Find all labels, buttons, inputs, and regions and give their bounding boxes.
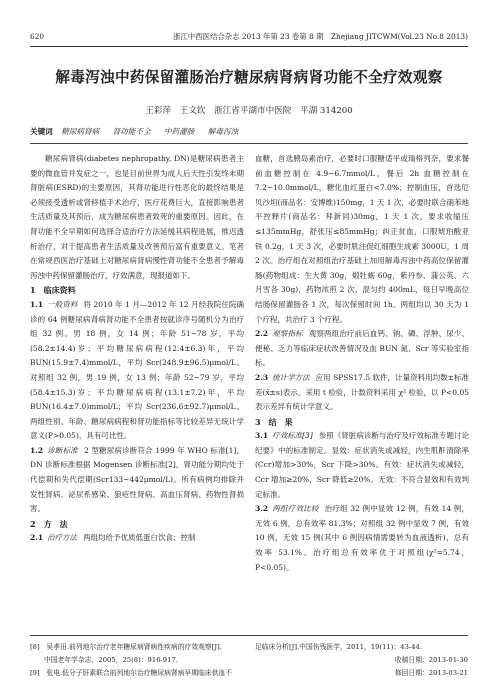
running-header [30, 30, 468, 44]
subsection-text: 治疗组 32 例中显效 12 例，有效 14 例，无效 6 例，总有效率 81.3%；对照组 32 例中显效 7 例，有效 10 例，无效 15 例(其中 6 例因病情需要转为血液透析)，总有效率 53.1%。治疗组总有效率优于对照组(χ²=5.74，P<0.05)。 [255, 504, 470, 572]
journal-info: 浙江中西医结合杂志 2013 年第 23 卷第 8 期 Zhejiang JITCWM(Vol.23 No.8 2013) [172, 32, 468, 41]
body-paragraph: 糖尿病肾病(diabetes nephropathy, DN)是糖尿病患者主要的微血管并发症之一，也是目前世界为成人后天性引发终末期肾脏病(ESRD)的主要原因，其肾功能进行性恶化的最终结果是必须接受透析或肾移植手术治疗，医疗花费巨大，直接影响患者生活质量及其预后，成为糖尿病患者致死的重要原因。因此，在肾功能不全早期如何选择合适治疗方法延缓其病程进展，推迟透析治疗，对于提高患者生活质量及改善预后富有重要意义。笔者在常规西医治疗基础上对糖尿病肾病慢性肾功能不全患者予解毒泻浊中药保留灌肠治疗，疗效满意，现报道如下。 [30, 154, 244, 280]
subsection-paragraph [255, 371, 469, 415]
article-title: 解毒泻浊中药保留灌肠治疗糖尿病肾病肾功能不全疗效观察 [55, 69, 443, 86]
received-date: 收稿日期：2013-01-30 [394, 656, 468, 664]
subsection-text: 观察两组治疗前后血钙、钠、磷、浮肿、尿少、便秘、乏力等临床症状改善情况及血 BUN 氮、Scr 等实验室指标。 [255, 329, 469, 368]
right-column [255, 152, 469, 575]
keyword: 解毒泻浊 [207, 127, 239, 136]
subsection-title: 疗效标准[3] [272, 431, 313, 441]
keyword: 肾功能不全 [112, 127, 151, 136]
subsection-paragraph [30, 298, 244, 444]
subsection-title: 统计学方法 [272, 372, 310, 382]
subsection-text: 2 型糖尿病诊断符合 1999 年 WHO 标准[1]，DN 诊断标准根据 Mogensen 诊断标准[2]，肾功能分期均处于代偿期和失代偿期(Scr133~442μmol/L)。所有病例均排除并发性肾病、泌尿系感染、狼疮性肾病、高血压肾病、药物性肾损害。 [30, 445, 244, 514]
subsection-title: 一般资料 [47, 299, 78, 309]
subsection-title: 两组疗效比较 [272, 504, 319, 514]
reference-line: 足临床分析[J].中国伤残医学，2011，19(11)：43-44. [255, 643, 422, 651]
keyword: 中药灌肠 [163, 127, 195, 136]
subsection-number: 2.3 [255, 372, 269, 382]
section-heading: 2 方 法 [30, 518, 68, 529]
subsection-text: 将 2010 年 1 月—2012 年 12 月经我院住院确诊的 64 例糖尿病肾病肾功能不全患者按就诊序号随机分为治疗组 32 例。男 18 例，女 14 例；年龄 51~78 岁，平均(58.2±14.4)岁；平均糖尿病病程(12.4±6.3)年，平均 BUN(15.9±7.4)mmol/L，平均 Scr(248.9±96.5)μmol/L。对照组 32 例，男 19 例，女 13 例；年龄 52~79 岁，平均(58.4±15.3)岁；平均糖尿病病程(13.1±7.2)年，平均 BUN(16.4±7.0)mmol/L；平均 Scr(236.6±92.7)μmol/L。两组性别、年龄、糖尿病病程和肾功能指标等比较差异无统计学意义(P>0.05)，具有可比性。 [30, 299, 244, 441]
subsection-number: 3.2 [255, 504, 269, 514]
subsection-title: 观察指标 [272, 329, 303, 339]
section-heading: 1 临床资料 [30, 285, 76, 296]
keywords-line [30, 126, 468, 137]
subsection-paragraph [255, 327, 469, 371]
reference-line: [8] 吴孝田.前列地尔治疗老年糖尿病肾病性疾病的疗效观察[J]. [30, 643, 222, 651]
subsection-number: 1.1 [30, 299, 44, 309]
left-column [30, 152, 244, 546]
reference-line: 中国老年学杂志，2005，25(8)：916-917. [44, 656, 178, 664]
subsection-number: 2.2 [255, 329, 269, 339]
subsection-number: 2.1 [30, 533, 44, 543]
section-heading: 3 结 果 [255, 416, 293, 427]
page-number: 620 [30, 32, 45, 41]
article-authors: 王彩萍 王文钦 浙江省平湖市中医院 平湖 314200 [145, 106, 353, 116]
subsection-number: 3.1 [255, 431, 269, 441]
subsection-title: 诊断标准 [47, 445, 78, 455]
subsection-number: 1.2 [30, 445, 44, 455]
subsection-text: 参照《肾脏病诊断与治疗及疗效标准专题讨论纪要》中的标准制定。显效：症状消失或减轻，内生肌酐清除率(Ccr)增加>30%，Scr 下降>30%。有效：症状消失或减轻，Ccr 增加≥20%，Scr 降低≥20%。无效：不符合显效和有效判定标准。 [255, 431, 469, 499]
body-paragraph: 血糖，首选胰岛素治疗，必要时口服糖适平或瑞格列奈，要求餐前血糖控制在 4.9~6.7mmol/L，餐后 2h 血糖控制在 7.2~10.0mmol/L，糖化血红蛋白<7.0%；控制血压，首选厄贝沙坦(商品名：安博维)150mg，1 天 1 次，必要时联合硝苯地平控释片(商品名：拜新同)30mg，1 天 1 次，要求收缩压≤135mmHg，舒张压≤85mmHg；纠正贫血，口服琥珀酸亚铁 0.2g，1 天 3 次，必要时肌注促红细胞生成素 3000U，1 周 2 次。治疗组在对照组治疗基础上加用解毒泻浊中药高位保留灌肠(药物组成：生大黄 30g，煅牡蛎 60g，紫丹参、蒲公英、六月雪各 30g)，药物浓煎 2 次，混匀约 400mL，每日早晚高位结肠保留灌肠各 1 次，每次保留时间 1h。两组均以 30 天为 1 个疗程，共治疗 3 个疗程。 [255, 154, 469, 324]
revised-date: 修回日期：2013-03-21 [394, 669, 468, 677]
references-right [255, 641, 469, 654]
subsection-paragraph [30, 531, 244, 546]
subsection-text: 应用 SPSS17.5 软件，计量资料用均数±标准差(x̄±s)表示，采用 t 检验，计数资料采用 χ² 检验，以 P<0.05 表示差异有统计学意义。 [255, 372, 469, 412]
header-rule [30, 46, 468, 47]
reference-line: [9] 张电.低分子肝素联合前列地尔治疗糖尿病肾病早期临床供血不 [30, 669, 233, 677]
keywords-rule [30, 143, 468, 144]
subsection-paragraph [255, 429, 469, 502]
subsection-text: 两组均给予优质低蛋白饮食；控制 [83, 533, 196, 543]
references-left [30, 641, 244, 680]
keywords-label: 关键词 [30, 127, 53, 136]
subsection-title: 治疗方法 [47, 533, 78, 543]
subsection-paragraph [30, 444, 244, 517]
subsection-paragraph [255, 502, 469, 575]
keyword: 糖尿病肾病 [61, 127, 100, 136]
footer-rule [30, 635, 468, 636]
